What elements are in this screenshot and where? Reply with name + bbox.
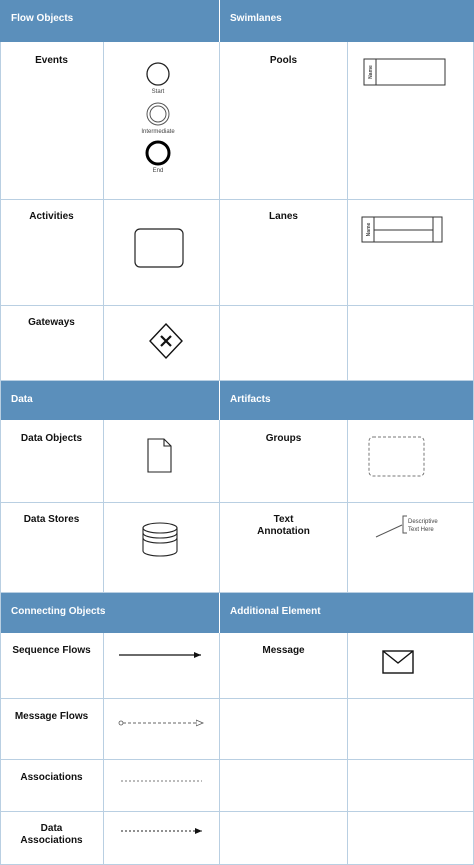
exclusive-gateway-icon <box>150 324 182 358</box>
label-groups: Groups <box>265 433 302 444</box>
label-gateways: Gateways <box>28 317 75 328</box>
section-header-flow-objects: Flow Objects <box>0 0 219 42</box>
label-data-stores: Data Stores <box>23 514 80 525</box>
label-text-annotation-line2: Annotation <box>257 526 310 537</box>
annotation-text-line2: Text Here <box>408 527 434 533</box>
section-header-data: Data <box>0 381 219 420</box>
text-annotation-icon <box>376 516 407 537</box>
section-header-artifacts: Artifacts <box>220 381 474 420</box>
group-icon <box>369 437 424 476</box>
section-header-swimlanes: Swimlanes <box>220 0 474 42</box>
data-object-icon <box>148 439 171 472</box>
label-pools: Pools <box>269 55 298 66</box>
end-event-icon <box>147 142 169 164</box>
event-intermediate-label: Intermediate <box>141 129 175 135</box>
annotation-text-line1: Descriptive <box>408 519 438 525</box>
event-start-label: Start <box>151 89 165 95</box>
event-end-label: End <box>152 168 164 174</box>
label-events: Events <box>35 55 68 66</box>
label-sequence-flows: Sequence Flows <box>12 645 91 656</box>
label-message-flows: Message Flows <box>14 711 89 722</box>
pool-icon <box>364 59 445 85</box>
label-data-associations-line2: Associations <box>20 835 83 846</box>
label-activities: Activities <box>29 211 74 222</box>
pool-name-label: Name <box>368 65 374 79</box>
start-event-icon <box>147 63 169 85</box>
label-associations: Associations <box>20 772 83 783</box>
label-message: Message <box>262 645 305 656</box>
lanes-icon <box>362 217 442 242</box>
data-store-icon <box>143 523 177 556</box>
message-envelope-icon <box>383 651 413 673</box>
activity-task-icon <box>135 229 183 267</box>
lane-name-label: Name <box>366 222 372 237</box>
label-data-associations-line1: Data <box>40 823 63 834</box>
label-data-objects: Data Objects <box>20 433 83 444</box>
section-header-connecting-objects: Connecting Objects <box>0 593 219 633</box>
message-flow-icon <box>119 721 203 725</box>
label-lanes: Lanes <box>269 211 298 222</box>
label-text-annotation-line1: Text <box>273 514 294 525</box>
section-header-additional-element: Additional Element <box>220 593 474 633</box>
intermediate-event-inner-icon <box>150 106 166 122</box>
